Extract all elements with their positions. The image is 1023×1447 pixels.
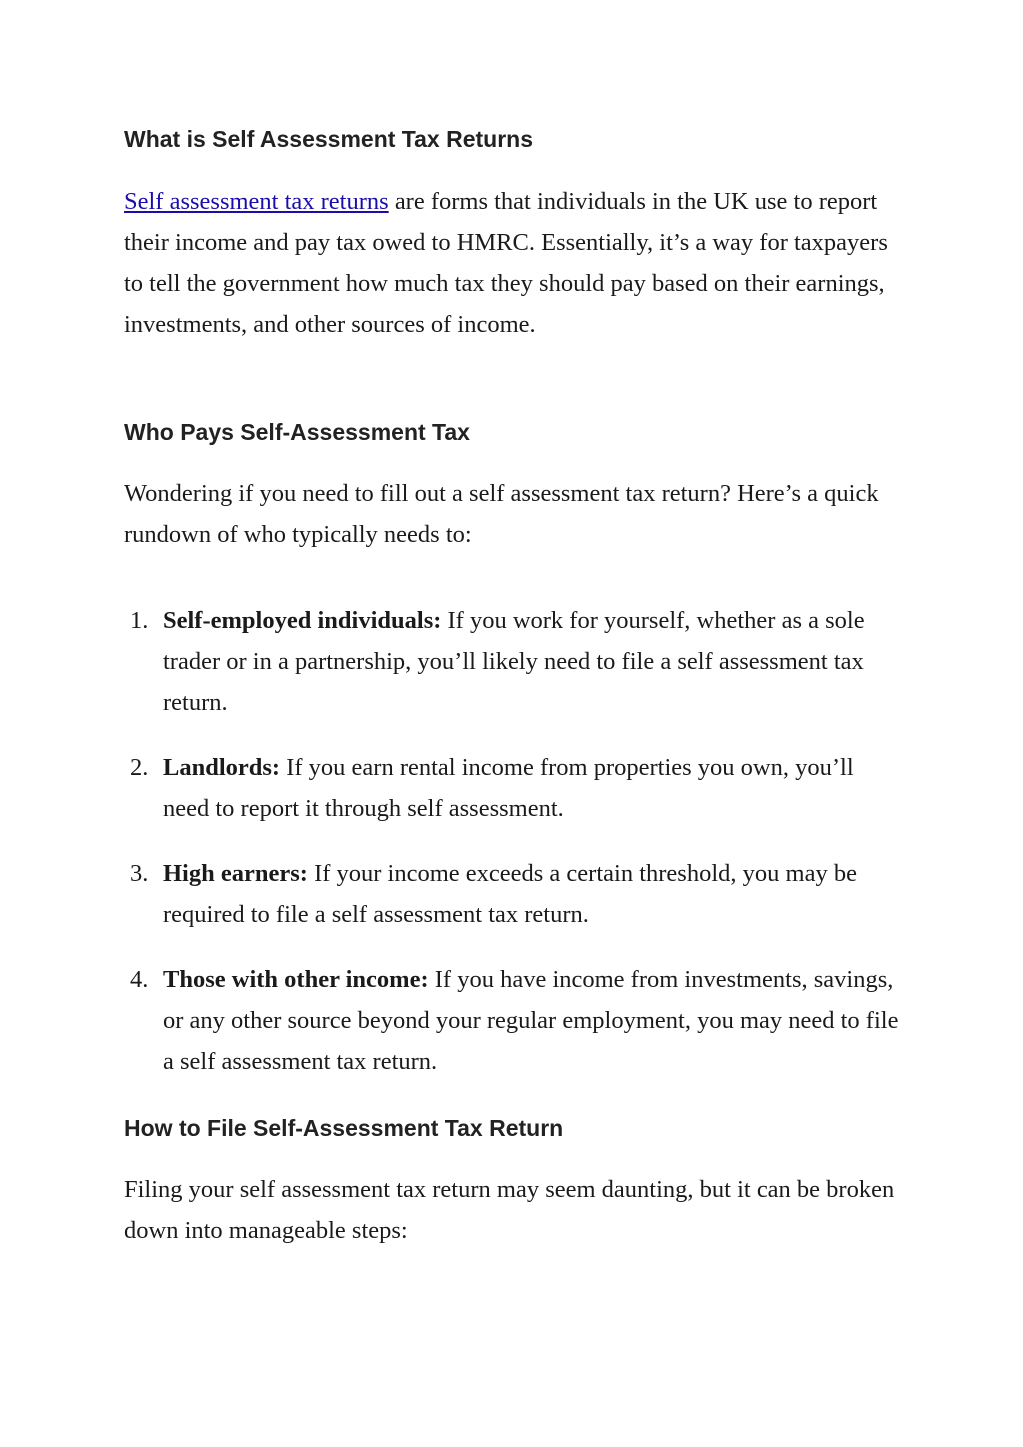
section-paragraph-who-pays-intro: Wondering if you need to fill out a self assessment tax return? Here’s a quick rundown of who typically needs to:: [124, 480, 879, 548]
list-item: [124, 600, 904, 723]
self-assessment-link[interactable]: Self assessment tax returns: [124, 188, 389, 215]
list-item-text: If your income exceeds a certain threshold, you may be required to file a self assessment tax return.: [163, 860, 857, 928]
list-item: [124, 959, 904, 1082]
section-heading-how-to-file: How to File Self-Assessment Tax Return: [124, 1115, 564, 1141]
list-item-number: 2.: [130, 754, 149, 781]
list-item-title: Those with other income:: [163, 966, 429, 993]
section-paragraph-how-to-file-intro: Filing your self assessment tax return may seem daunting, but it can be broken down into manageable steps:: [124, 1176, 895, 1244]
list-item-title: High earners:: [163, 860, 308, 887]
section-paragraph-definition: [124, 181, 904, 345]
list-item-title: Landlords:: [163, 754, 281, 781]
list-item-number: 1.: [130, 607, 149, 634]
definition-text: are forms that individuals in the UK use to report their income and pay tax owed to HMRC. Essentially, it’s a way for taxpayers to tell the government how much tax they should pay based on their earnings, investments, and other sources of income.: [124, 188, 888, 338]
list-item-text: If you have income from investments, savings, or any other source beyond your regular employment, you may need to file a self assessment tax return.: [163, 966, 899, 1075]
list-item-number: 3.: [130, 860, 149, 887]
list-item: [124, 853, 904, 935]
list-item: [124, 747, 904, 829]
list-item-title: Self-employed individuals:: [163, 607, 442, 634]
section-heading-who-pays: Who Pays Self-Assessment Tax: [124, 419, 470, 445]
list-item-text: If you earn rental income from properties you own, you’ll need to report it through self assessment.: [163, 754, 854, 822]
list-item-number: 4.: [130, 966, 149, 993]
list-item-text: If you work for yourself, whether as a sole trader or in a partnership, you’ll likely need to file a self assessment tax return.: [163, 607, 865, 716]
section-heading-what-is: What is Self Assessment Tax Returns: [124, 126, 534, 152]
